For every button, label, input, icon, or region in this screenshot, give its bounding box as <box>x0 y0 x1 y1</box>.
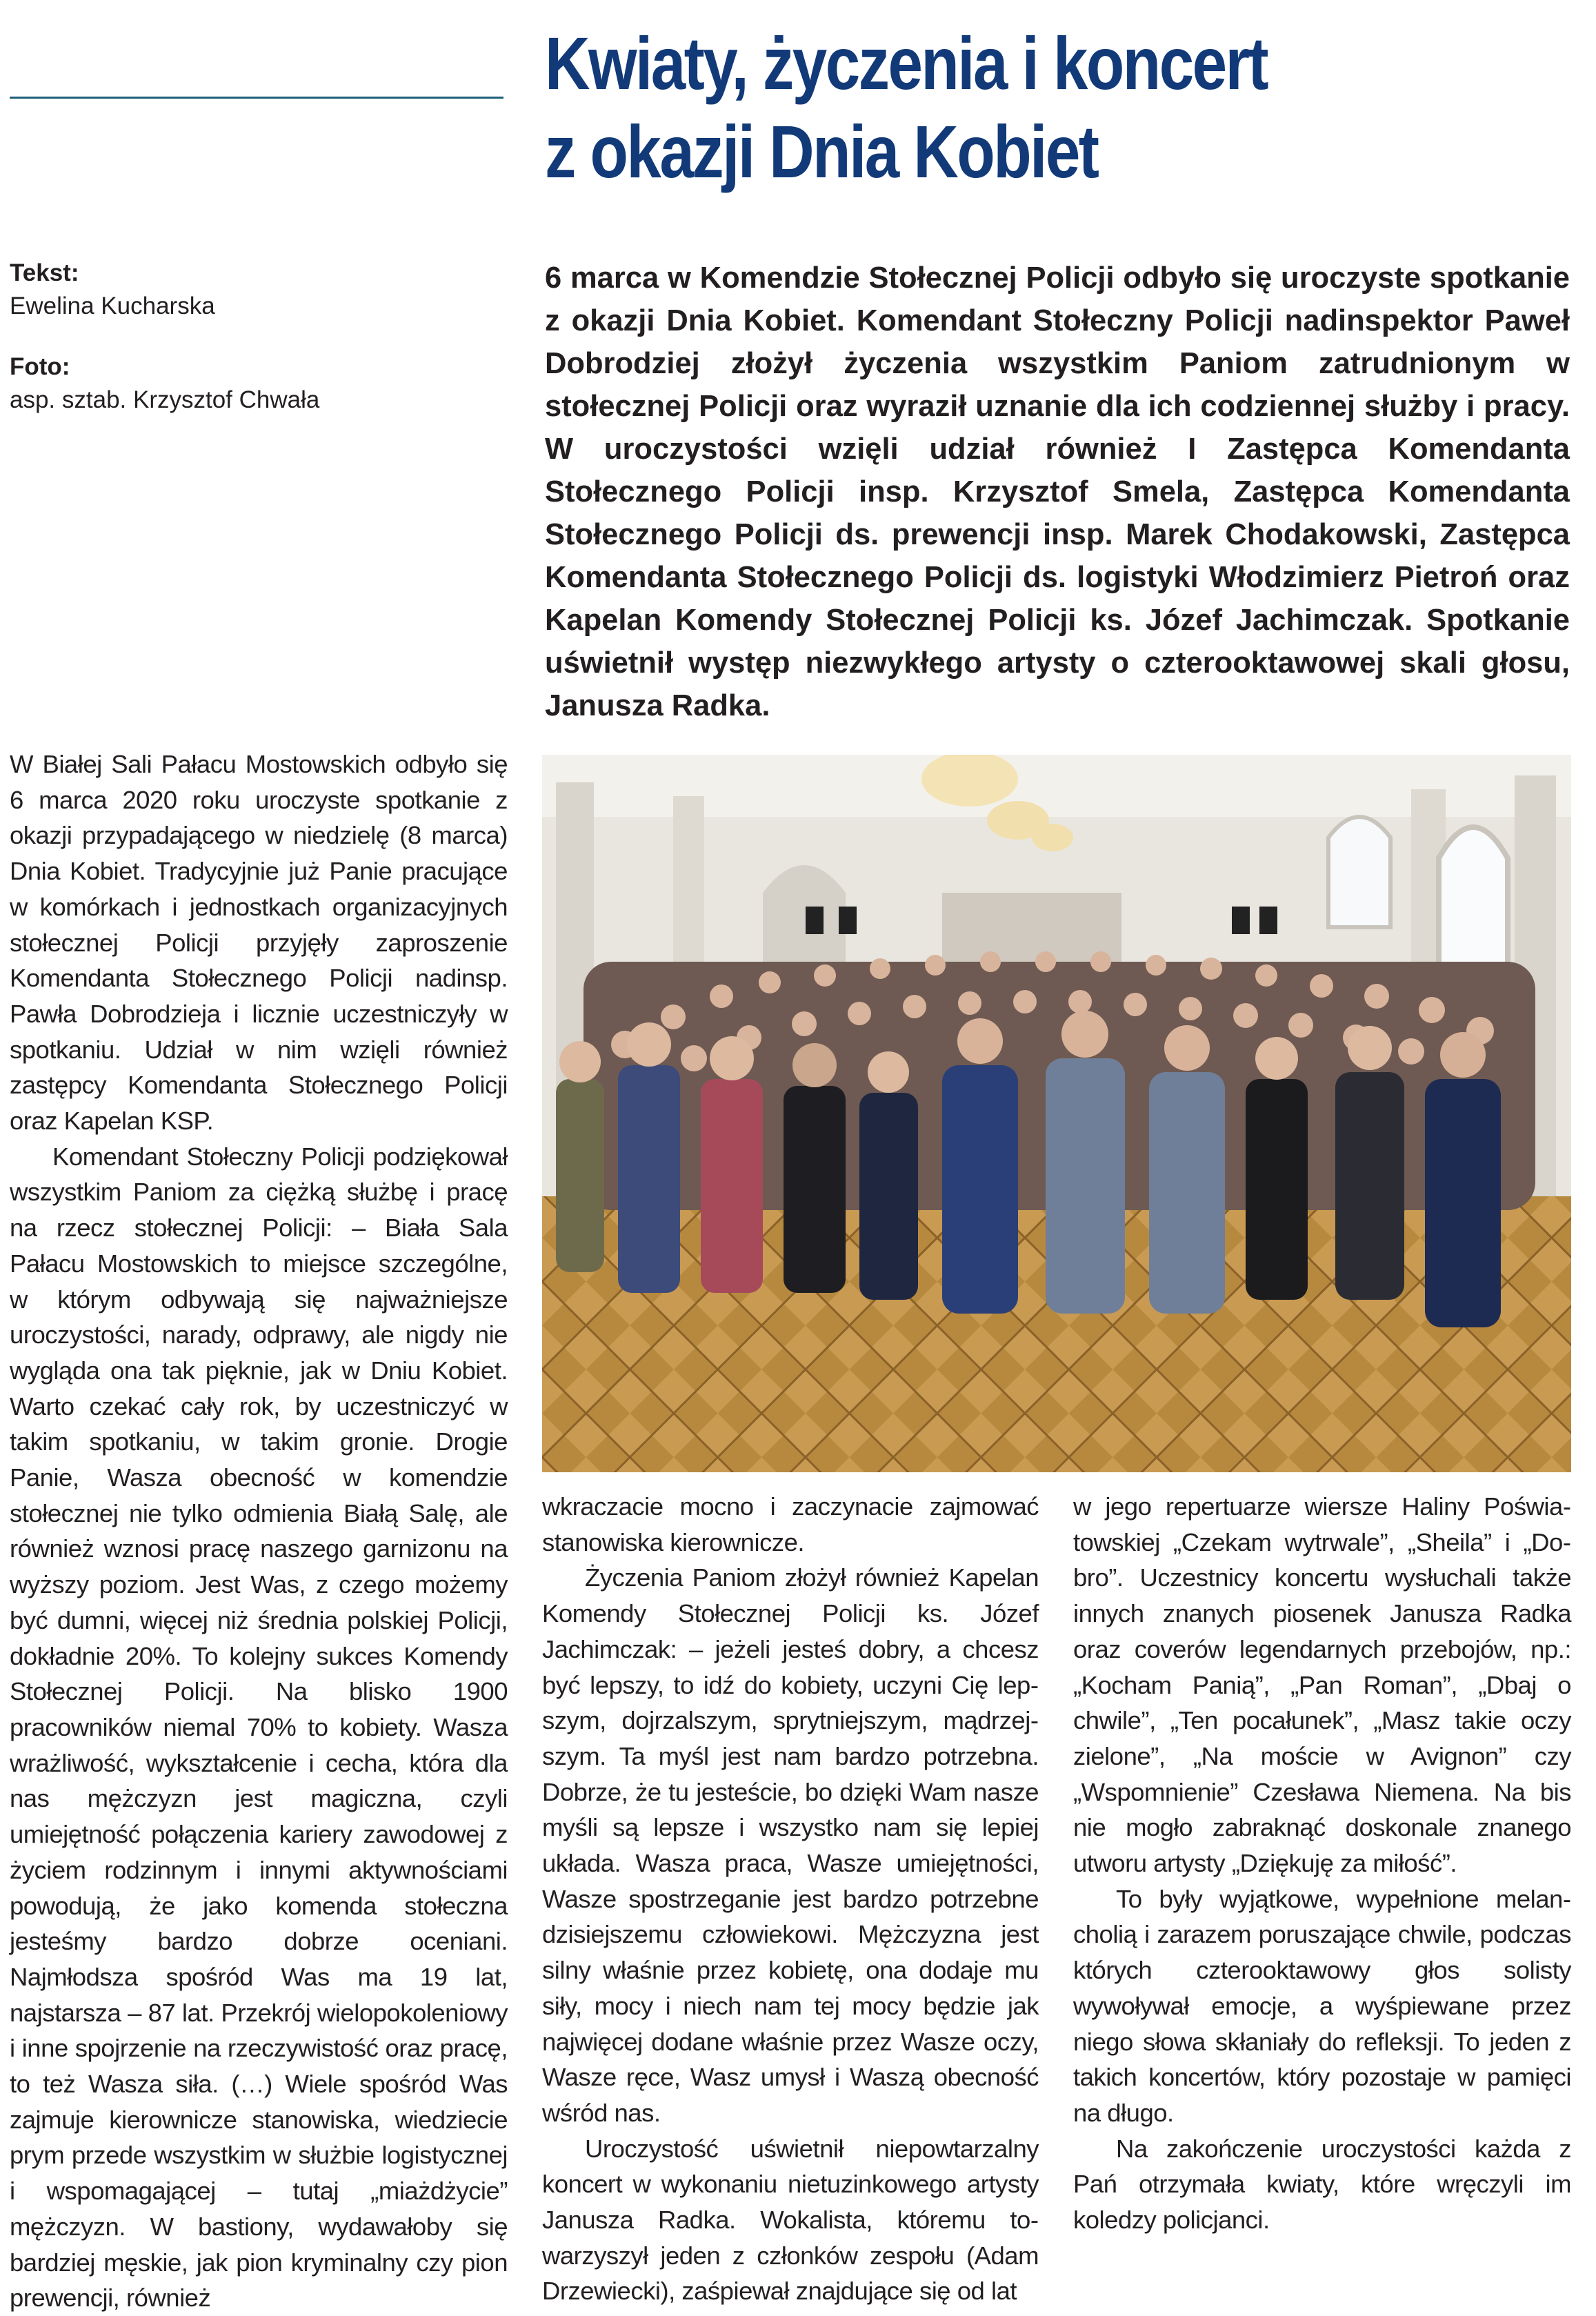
paragraph: Uroczystość uświetnił niepowtarzalny koncert w wykonaniu nietuzinkowego artysty Janusza Radka. Wokalista, któremu towarzyszył jeden z członków zespołu (Adam Drzewiecki), zaśpiewał znajdujące się od lat <box>542 2134 1039 2306</box>
paragraph: w jego repertuarze wiersze Haliny Poświatowskiej „Czekam wytrwale”, „Sheila” i „Dobro”. Uczestnicy koncertu wysłuchali także innych znanych piosenek Janusza Radka oraz coverów legendarnych przebojów, np.: „Kocham Panią”, „Pan Roman”, „Dbaj o chwile”, „Ten pocałunek”, „Masz takie oczy zielone”, „Na moście w Avignon” czy „Wspomnienie” Czesława Niemena. Na bis nie mogło zabraknąć doskonale znanego utworu artysty „Dziękuję za miłość”. <box>1073 1492 1571 1878</box>
paragraph: W Białej Sali Pałacu Mostowskich odbyło się 6 marca 2020 roku uroczyste spotkanie z okazji przypadającego w niedzielę (8 marca) Dnia Kobiet. Tradycyjnie już Panie pracujące w komórkach i jednostkach organizacyjnych stołecznej Policji przyjęły zaproszenie Komendanta Stołecznego Policji nadinsp. Pawła Dobrodzieja i licznie uczestniczyły w spotkaniu. Udział w nim wzięli również zastępcy Komendanta Stołecznego Policji oraz Kapelan KSP. <box>10 750 508 1136</box>
article-column-2 <box>542 1489 1039 2309</box>
group-photo-illustration <box>542 755 1571 1472</box>
headline <box>545 19 1414 196</box>
headline-line-1: Kwiaty, życzenia i koncert <box>545 21 1268 105</box>
text-credit-author: Ewelina Kucharska <box>10 293 215 319</box>
article-column-1 <box>10 746 508 2316</box>
text-credit-label: Tekst: <box>10 259 79 286</box>
group-photo <box>542 755 1571 1472</box>
paragraph: Życzenia Paniom złożył również Kapelan Komendy Stołecznej Policji ks. Józef Jachimczak: – jeżeli jesteś dobry, a chcesz być lepszy, to idź do kobiety, uczyni Cię lepszym, dojrzalszym, sprytniejszym, mądrzejszym. Ta myśl jest nam bardzo potrzebna. Dobrze, że tu jesteście, bo dzięki Wam nasze myśli są lepsze i wszystko nam się lepiej układa. Wasza praca, Wasze umiejętności, Wasze spostrzeganie jest bardzo potrzebne dzisiejszemu człowiekowi. Mężczyzna jest silny właśnie przez kobietę, ona dodaje mu siły, mocy i niech nam tej mocy będzie jak najwięcej dodane właśnie przez Wasze oczy, Wasze ręce, Wasz umysł i Waszą obecność wśród nas. <box>542 1563 1039 2127</box>
paragraph: Komendant Stołeczny Policji podziękował wszystkim Paniom za ciężką służbę i pracę na rzecz stołecznej Policji: – Biała Sala Pałacu Mostowskich to miejsce szczególne, w którym odbywają się najważniejsze uroczystości, narady, odprawy, ale nigdy nie wygląda ona tak pięknie, jak w Dniu Kobiet. Warto czekać cały rok, by uczestniczyć w takim spotkaniu, w takim gronie. Drogie Panie, Wasza obecność w komendzie stołecznej nie tylko odmienia Białą Salę, ale również wznosi pracę naszego garnizonu na wyższy poziom. Jest Was, z czego możemy być dumni, więcej niż średnia polskiej Policji, dokładnie 20%. To kolejny sukces Komendy Stołecznej Policji. Na blisko 1900 pracowników niemal 70% to kobiety. Wasza wrażliwość, wykształcenie i cecha, która dla nas mężczyzn jest magiczna, czyli umiejętność połączenia kariery zawodowej z życiem rodzinnym i innymi aktywnościami powodują, że jako komenda stołeczna jesteśmy bardzo dobrze oceniani. Najmłodsza spośród Was ma 19 lat, najstarsza – 87 lat. Przekrój wielopokoleniowy i inne spojrzenie na rzeczywistość oraz pracę, to też Wasza siła. (…) Wiele spośród Was zajmuje kierownicze stanowiska, wiedziecie prym przede wszystkim w służbie logistycznej i wspomagającej – tutaj „miażdżycie” mężczyzn. W bastiony, wydawałoby się bardziej męskie, jak pion kryminalny czy pion prewencji, również <box>10 1142 508 2313</box>
photo-credit-author: asp. sztab. Krzysztof Chwała <box>10 386 320 413</box>
headline-line-2: z okazji Dnia Kobiet <box>545 110 1098 193</box>
lead-paragraph: 6 marca w Komendzie Stołecznej Policji odbyło się uroczyste spotkanie z okazji Dnia Kobiet. Komendant Stołeczny Policji nadinspektor Paweł Dobrodziej złożył życzenia wszystkim Paniom zatrudnionym w stołecznej Policji oraz wyraził uznanie dla ich codziennej służby i pracy. W uroczystości wzięli udział również I Zastępca Komendanta Stołecznego Policji insp. Krzysztof Smela, Zastępca Komendanta Stołecznego Policji ds. prewencji insp. Marek Chodakowski, Zastępca Komendanta Stołecznego Policji ds. logistyki Włodzimierz Pietroń oraz Kapelan Komendy Stołecznej Policji ks. Józef Jachimczak. Spotkanie uświetnił występ niezwykłego artysty o czterooktawowej skali głosu, Janusza Radka. <box>545 261 1570 722</box>
article-column-3 <box>1073 1489 1571 2238</box>
credits <box>10 257 506 444</box>
photo-credit-label: Foto: <box>10 353 70 380</box>
paragraph: Na zakończenie uroczystości każda z Pań otrzymała kwiaty, które wręczyli im koledzy policjanci. <box>1073 2134 1571 2235</box>
paragraph: wkraczacie mocno i zaczynacie zajmować stanowiska kierownicze. <box>542 1492 1039 1556</box>
paragraph: To były wyjątkowe, wypełnione melancholią i zarazem poruszające chwile, podczas których czterooktawowy głos solisty wywoływał emocje, a wyśpiewane przez niego słowa skłaniały do refleksji. To jeden z takich koncertów, który pozostaje w pamięci na długo. <box>1073 1884 1571 2127</box>
header-rule <box>10 97 503 99</box>
